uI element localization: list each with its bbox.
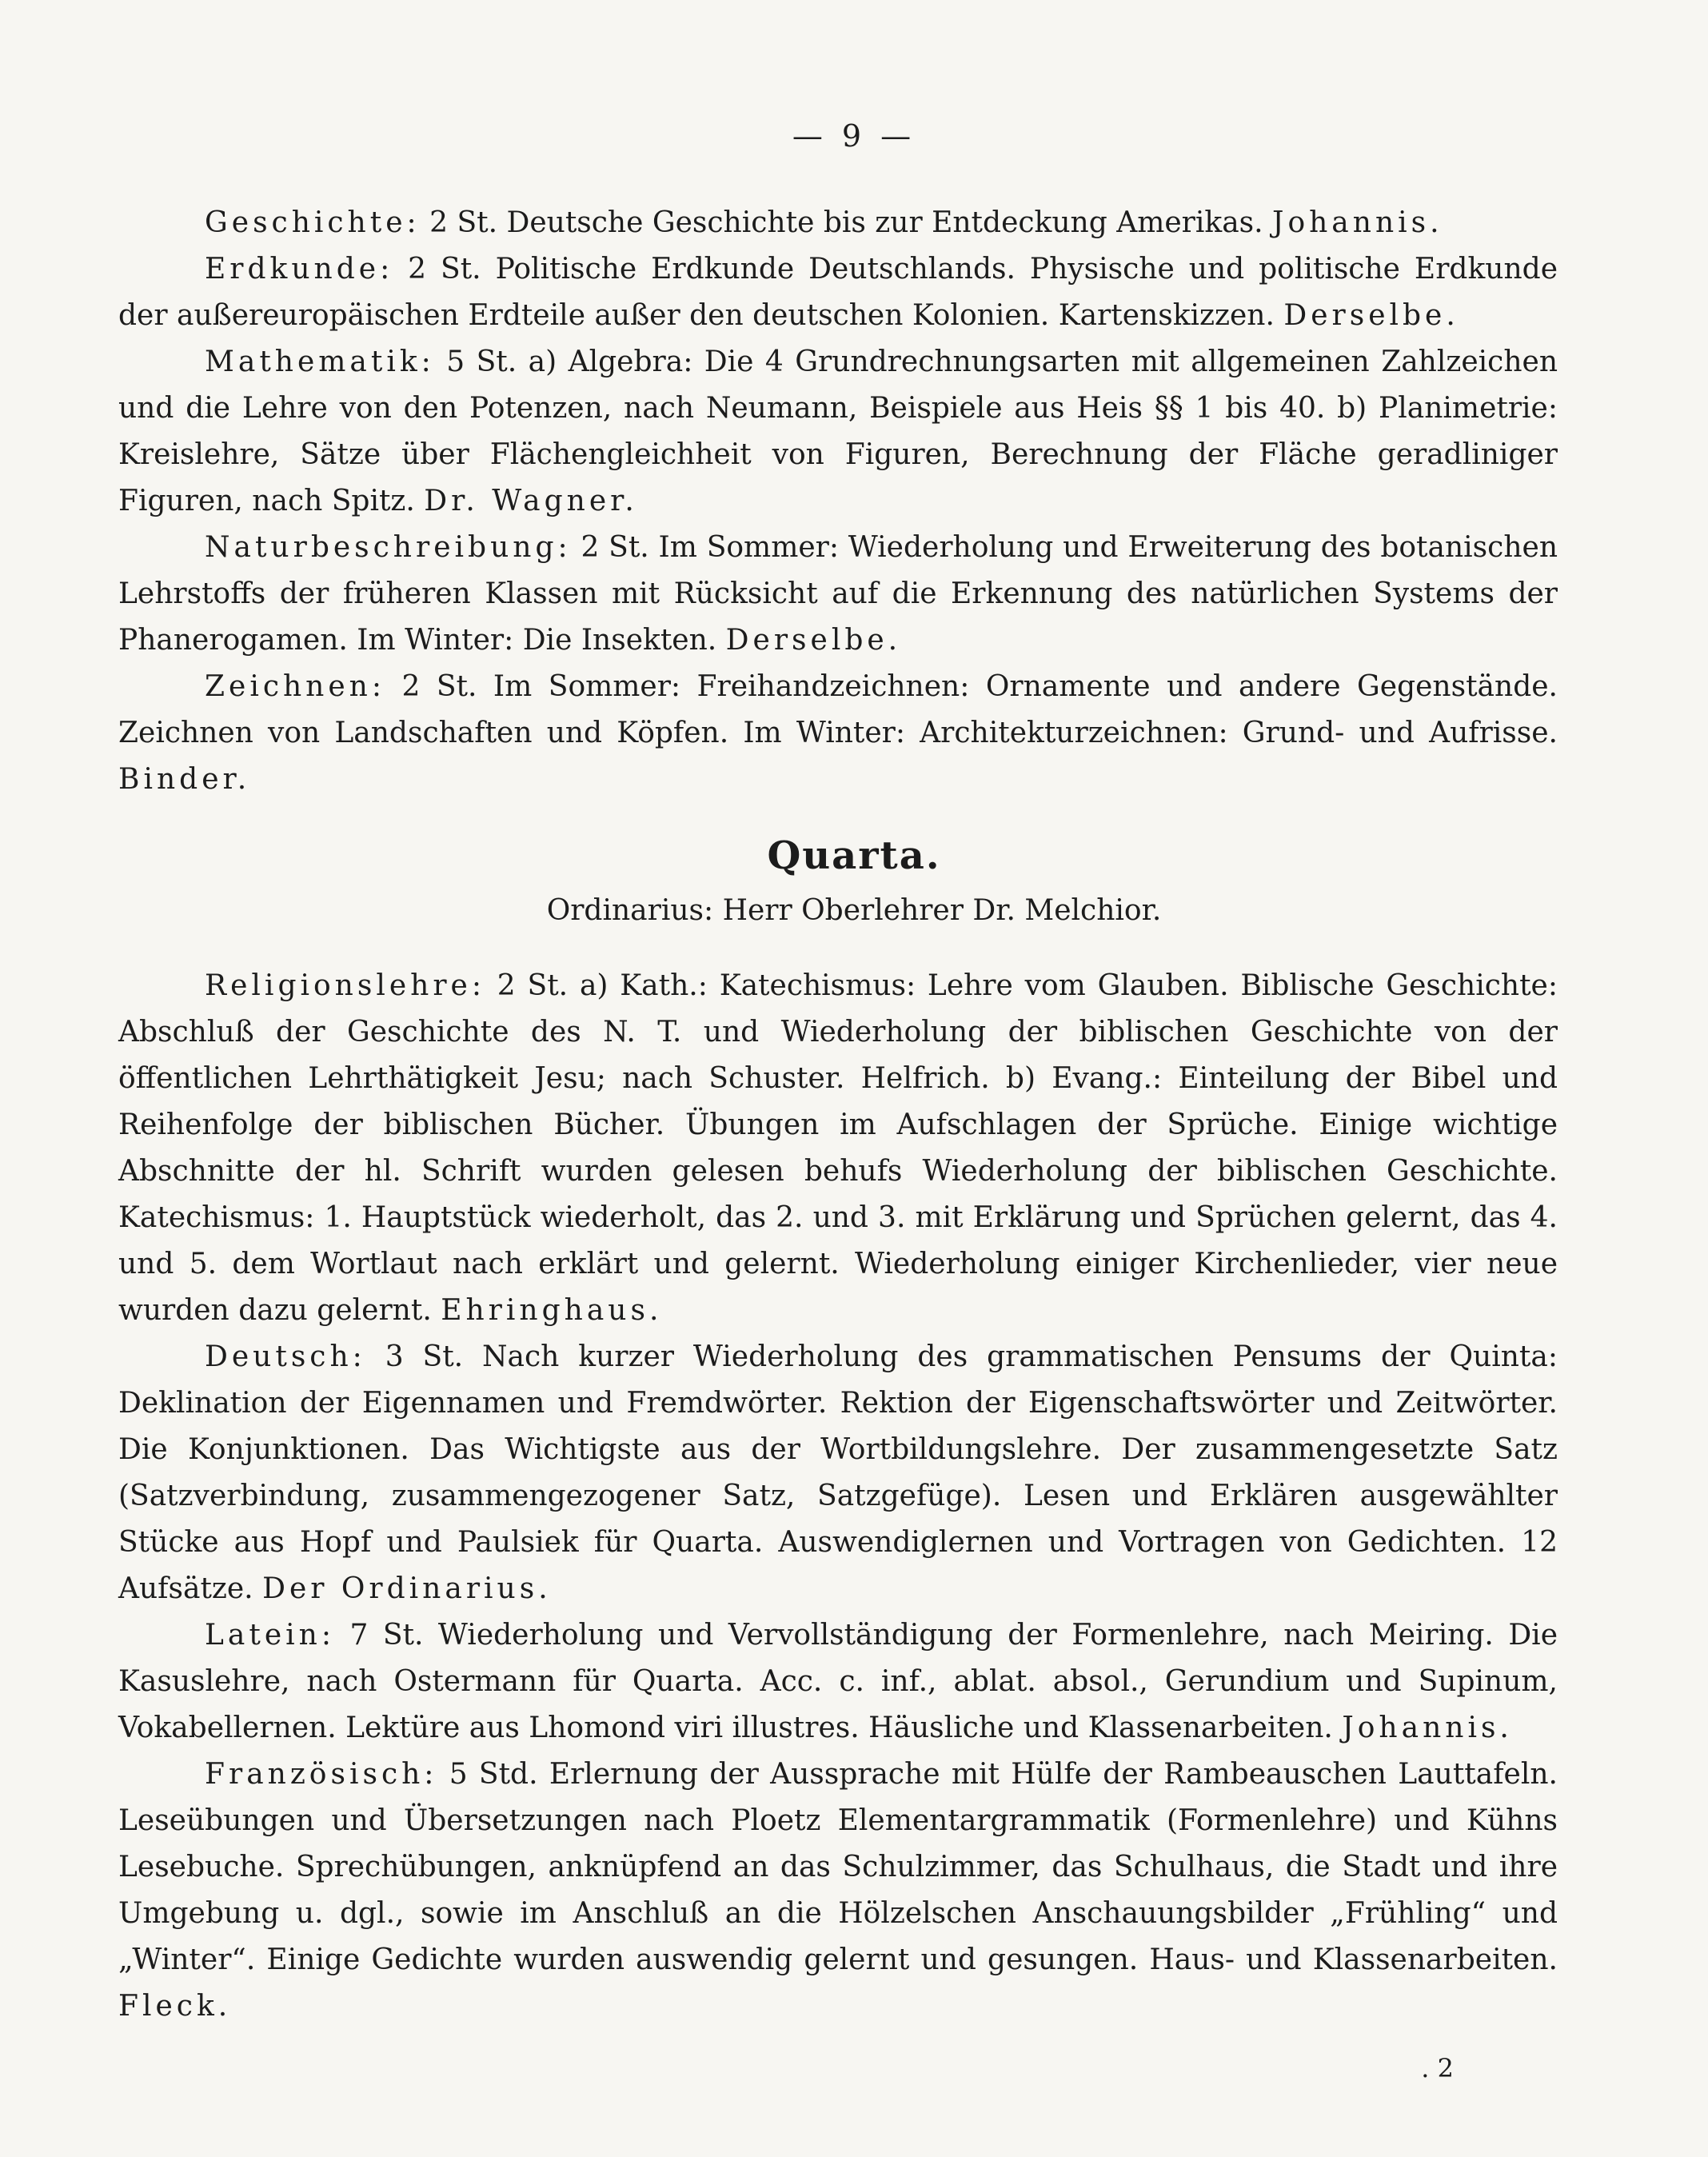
subject-name: Erdkunde: bbox=[205, 253, 394, 286]
teacher-name: Dr. Wagner. bbox=[424, 485, 638, 517]
ordinarius-line: Ordinarius: Herr Oberlehrer Dr. Melchior. bbox=[546, 894, 1162, 927]
page-number: — 9 — bbox=[792, 118, 916, 154]
subject-text: 5 Std. Erlernung der Aussprache mit Hülfe der Rambeauschen Lauttafeln. Leseübungen und Übersetzungen nach Ploetz Elementargrammatik (Formenlehre) und Kühns Lesebuche. Sprechübungen, anknüpfend an das Schulzimmer, das Schulhaus, die Stadt und ihre Umgebung u. dgl., sowie im Anschluß an die Hölzelschen Anschauungsbilder „Frühling“ und „Winter“. Einige Gedichte wurden auswendig gelernt und gesungen. Haus- und Klassenarbeiten. bbox=[118, 1758, 1558, 1976]
subject-paragraph bbox=[118, 525, 1558, 664]
subject-text: 2 St. Deutsche Geschichte bis zur Entdeckung Amerikas. bbox=[420, 206, 1273, 239]
teacher-name: Fleck. bbox=[118, 1990, 232, 2023]
subject-text: 2 St. Politische Erdkunde Deutschlands. Physische und politische Erdkunde der außereuropäischen Erdteile außer den deutschen Kolonien. Kartenskizzen. bbox=[118, 253, 1558, 332]
section-heading: Quarta. bbox=[767, 833, 941, 878]
subject-text: 5 St. a) Algebra: Die 4 Grundrechnungsarten mit allgemeinen Zahlzeichen und die Lehre von den Potenzen, nach Neumann, Beispiele aus Heis §§ 1 bis 40. b) Planimetrie: Kreislehre, Sätze über Flächengleichheit von Figuren, Berechnung der Fläche geradliniger Figuren, nach Spitz. bbox=[118, 346, 1558, 517]
subject-name: Französisch: bbox=[205, 1758, 438, 1791]
teacher-name: Derselbe. bbox=[725, 624, 902, 657]
subject-name: Religionslehre: bbox=[205, 969, 485, 1002]
subject-paragraph bbox=[118, 963, 1558, 1334]
section-quarta-subjects bbox=[118, 963, 1558, 2030]
teacher-name: Derselbe. bbox=[1283, 299, 1459, 332]
subject-paragraph bbox=[118, 339, 1558, 525]
section-untertertia-subjects bbox=[118, 200, 1558, 803]
teacher-name: Binder. bbox=[118, 763, 251, 796]
teacher-name: Johannis. bbox=[1342, 1712, 1513, 1744]
subject-name: Deutsch: bbox=[205, 1340, 366, 1373]
subject-name: Naturbeschreibung: bbox=[205, 531, 572, 564]
subject-paragraph bbox=[118, 1752, 1558, 2030]
subject-name: Mathematik: bbox=[205, 346, 435, 378]
teacher-name: Johannis. bbox=[1272, 206, 1443, 239]
subject-text: 3 St. Nach kurzer Wiederholung des grammatischen Pensums der Quinta: Deklination der Eigennamen und Fremdwörter. Rektion der Eigenschaftswörter und Zeitwörter. Die Konjunktionen. Das Wichtigste aus der Wortbildungslehre. Der zusammengesetzte Satz (Satzverbindung, zusammengezogener Satz, Satzgefüge). Lesen und Erklären ausgewählter Stücke aus Hopf und Paulsiek für Quarta. Auswendiglernen und Vortragen von Gedichten. 12 Aufsätze. bbox=[118, 1340, 1558, 1605]
subject-paragraph bbox=[118, 664, 1558, 803]
teacher-name: Ehringhaus. bbox=[441, 1294, 663, 1327]
subject-paragraph bbox=[118, 1334, 1558, 1612]
subject-text: 7 St. Wiederholung und Vervollständigung der Formenlehre, nach Meiring. Die Kasuslehre, nach Ostermann für Quarta. Acc. c. inf., ablat. absol., Gerundium und Supinum, Vokabellernen. Lektüre aus Lhomond viri illustres. Häusliche und Klassenarbeiten. bbox=[118, 1619, 1558, 1744]
subject-name: Geschichte: bbox=[205, 206, 421, 239]
subject-text: 2 St. Im Sommer: Freihandzeichnen: Ornamente und andere Gegenstände. Zeichnen von Landschaften und Köpfen. Im Winter: Architekturzeichnen: Grund- und Aufrisse. bbox=[118, 670, 1558, 749]
subject-name: Latein: bbox=[205, 1619, 335, 1652]
subject-text: 2 St. a) Kath.: Katechismus: Lehre vom Glauben. Biblische Geschichte: Abschluß der Geschichte des N. T. und Wiederholung der biblischen Geschichte von der öffentlichen Lehrthätigkeit Jesu; nach Schuster. Helfrich. b) Evang.: Einteilung der Bibel und Reihenfolge der biblischen Bücher. Übungen im Aufschlagen der Sprüche. Einige wichtige Abschnitte der hl. Schrift wurden gelesen behufs Wiederholung der biblischen Geschichte. Katechismus: 1. Hauptstück wiederholt, das 2. und 3. mit Erklärung und Sprüchen gelernt, das 4. und 5. dem Wortlaut nach erklärt und gelernt. Wiederholung einiger Kirchenlieder, vier neue wurden dazu gelernt. bbox=[118, 969, 1558, 1327]
printer-signature: . 2 bbox=[1421, 2053, 1454, 2083]
subject-paragraph bbox=[118, 200, 1558, 246]
subject-text: 2 St. Im Sommer: Wiederholung und Erweiterung des botanischen Lehrstoffs der früheren Klassen mit Rücksicht auf die Erkennung des natürlichen Systems der Phanerogamen. Im Winter: Die Insekten. bbox=[118, 531, 1558, 657]
subject-name: Zeichnen: bbox=[205, 670, 385, 703]
subject-paragraph bbox=[118, 1612, 1558, 1752]
subject-paragraph bbox=[118, 246, 1558, 339]
teacher-name: Der Ordinarius. bbox=[262, 1572, 552, 1605]
